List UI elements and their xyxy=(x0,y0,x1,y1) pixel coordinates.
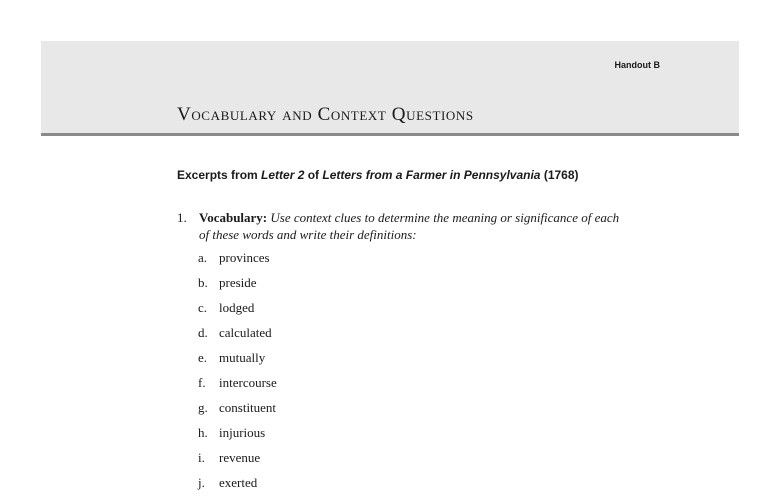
vocabulary-item xyxy=(198,325,277,350)
item-letter: e. xyxy=(198,350,208,365)
subtitle-work: Letters from a Farmer in Pennsylvania xyxy=(322,168,541,182)
vocabulary-list xyxy=(198,250,277,500)
vocabulary-item xyxy=(198,300,277,325)
vocabulary-item xyxy=(198,450,277,475)
vocabulary-item xyxy=(198,425,277,450)
item-letter: h. xyxy=(198,425,208,440)
vocabulary-item xyxy=(198,475,277,500)
subtitle-prefix: Excerpts from xyxy=(177,168,262,182)
item-word: exerted xyxy=(219,475,258,490)
handout-label: Handout B xyxy=(614,60,660,70)
item-word: provinces xyxy=(219,250,270,265)
page-title: Vocabulary and Context Questions xyxy=(177,104,474,125)
vocabulary-item xyxy=(198,275,277,300)
vocabulary-item xyxy=(198,350,277,375)
vocabulary-item xyxy=(198,400,277,425)
item-letter: d. xyxy=(198,325,208,340)
item-word: calculated xyxy=(219,325,272,340)
subtitle-year: (1768) xyxy=(540,168,579,182)
question-1 xyxy=(177,210,627,243)
question-body xyxy=(199,210,627,243)
subtitle-letter: Letter 2 xyxy=(261,168,305,182)
question-label: Vocabulary: xyxy=(199,210,268,225)
item-word: preside xyxy=(219,275,257,290)
item-letter: a. xyxy=(198,250,208,265)
item-word: intercourse xyxy=(219,375,277,390)
item-word: mutually xyxy=(219,350,266,365)
item-letter: b. xyxy=(198,275,208,290)
item-letter: i. xyxy=(198,450,205,465)
item-word: revenue xyxy=(219,450,261,465)
item-word: lodged xyxy=(219,300,255,315)
header-rule xyxy=(41,133,739,136)
vocabulary-item xyxy=(198,250,277,275)
item-word: constituent xyxy=(219,400,277,415)
item-letter: c. xyxy=(198,300,208,315)
subtitle-of: of xyxy=(304,168,323,182)
question-number: 1. xyxy=(177,210,187,225)
excerpt-subtitle xyxy=(177,168,579,182)
vocabulary-item xyxy=(198,375,277,400)
question-instruction: Use context clues to determine the meaning or significance of each of these words and write their definitions: xyxy=(199,210,620,242)
item-letter: j. xyxy=(198,475,205,490)
item-letter: f. xyxy=(198,375,206,390)
item-word: injurious xyxy=(219,425,266,440)
item-letter: g. xyxy=(198,400,208,415)
